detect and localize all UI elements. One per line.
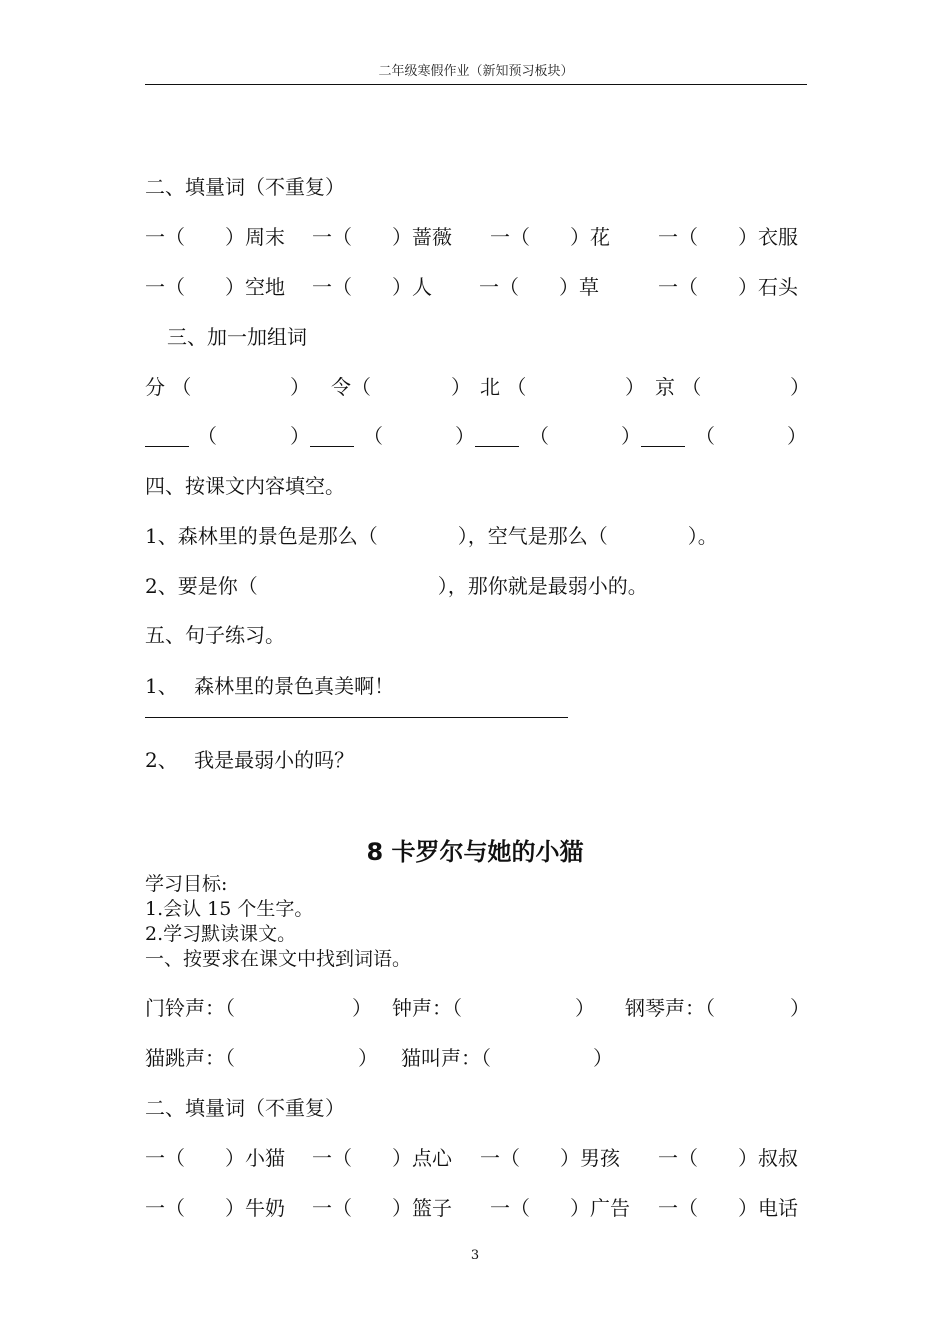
word-building-open: 令（ xyxy=(331,375,371,399)
word-building-open: （ xyxy=(363,424,383,448)
section-heading-sentence-practice: 五、句子练习。 xyxy=(145,623,285,647)
section-heading-measure-words: 二、填量词（不重复） xyxy=(145,175,345,199)
measure-word-item: 一（ ）点心 xyxy=(312,1146,452,1170)
sound-word-label: 猫跳声：（ xyxy=(145,1046,235,1070)
measure-word-row-2 xyxy=(145,275,810,299)
measure-word-item: 一（ ）男孩 xyxy=(480,1146,620,1170)
sentence-question-1: 1、 森林里的景色真美啊！ xyxy=(145,674,395,698)
measure-word-item: 一（ ）人 xyxy=(312,275,432,299)
lesson-title: 8 卡罗尔与她的小猫 xyxy=(366,838,584,866)
sound-word-close: ） xyxy=(352,996,372,1020)
answer-blank[interactable] xyxy=(310,424,354,447)
measure-word-item: 一（ ）电话 xyxy=(658,1196,798,1220)
measure-word-item: 一（ ）牛奶 xyxy=(145,1196,285,1220)
section-heading-fill-in: 四、按课文内容填空。 xyxy=(145,474,345,498)
sound-word-label: 钟声：（ xyxy=(392,996,462,1020)
sound-word-label: 猫叫声：（ xyxy=(401,1046,491,1070)
measure-word-item: 一（ ）篮子 xyxy=(312,1196,452,1220)
sound-word-close: ） xyxy=(790,996,810,1020)
answer-blank[interactable] xyxy=(641,424,685,447)
word-building-open: （ xyxy=(695,424,715,448)
learning-goal-1: 1.会认 15 个生字。 xyxy=(145,898,314,920)
measure-word-item: 一（ ）叔叔 xyxy=(658,1146,798,1170)
word-building-close: ） xyxy=(290,375,310,399)
word-building-close: ） xyxy=(455,424,475,448)
page-header: 二年级寒假作业（新知预习板块） xyxy=(145,62,807,85)
answer-line[interactable] xyxy=(145,717,568,718)
word-building-close: ） xyxy=(621,424,641,448)
word-building-close: ） xyxy=(290,424,310,448)
measure-word-item: 一（ ）广告 xyxy=(490,1196,630,1220)
sentence-question-2: 2、 我是最弱小的吗？ xyxy=(145,748,355,772)
word-building-open: 京 （ xyxy=(655,375,702,399)
learning-goals-label: 学习目标: xyxy=(145,873,228,895)
measure-word-item: 一（ ）衣服 xyxy=(658,225,798,249)
word-building-open: （ xyxy=(197,424,217,448)
measure-word-item: 一（ ）空地 xyxy=(145,275,285,299)
word-building-row-2 xyxy=(145,424,810,448)
word-building-close: ） xyxy=(451,375,471,399)
word-building-close: ） xyxy=(625,375,645,399)
task-heading-find-words: 一、按要求在课文中找到词语。 xyxy=(145,948,412,970)
measure-word-item: 一（ ）草 xyxy=(479,275,599,299)
word-building-open: （ xyxy=(529,424,549,448)
measure-word-row-1 xyxy=(145,225,810,249)
measure-word-item: 一（ ）蔷薇 xyxy=(312,225,452,249)
measure-word-item: 一（ ）周末 xyxy=(145,225,285,249)
measure-word-item: 一（ ）花 xyxy=(490,225,610,249)
sound-word-close: ） xyxy=(358,1046,378,1070)
section-heading-word-building: 三、加一加组词 xyxy=(167,325,307,349)
fill-in-question-1: 1、森林里的景色是那么（ ），空气是那么（ ）。 xyxy=(145,524,718,548)
sound-word-label: 门铃声：（ xyxy=(145,996,235,1020)
sound-words-row-2 xyxy=(145,1046,810,1070)
word-building-close: ） xyxy=(790,375,810,399)
sound-words-row-1 xyxy=(145,996,810,1020)
measure-word-item: 一（ ）小猫 xyxy=(145,1146,285,1170)
sound-word-close: ） xyxy=(593,1046,613,1070)
fill-in-question-2: 2、要是你（ ），那你就是最弱小的。 xyxy=(145,574,648,598)
page-number: 3 xyxy=(470,1248,480,1263)
word-building-row-1 xyxy=(145,375,810,399)
word-building-close: ） xyxy=(787,424,807,448)
sound-word-label: 钢琴声：（ xyxy=(625,996,715,1020)
section-heading-measure-words-2: 二、填量词（不重复） xyxy=(145,1096,345,1120)
sound-word-close: ） xyxy=(575,996,595,1020)
word-building-open: 北 （ xyxy=(480,375,527,399)
answer-blank[interactable] xyxy=(145,424,189,447)
word-building-open: 分 （ xyxy=(145,375,192,399)
answer-blank[interactable] xyxy=(475,424,519,447)
measure-word-item: 一（ ）石头 xyxy=(658,275,798,299)
measure-word-row-4 xyxy=(145,1196,810,1220)
measure-word-row-3 xyxy=(145,1146,810,1170)
learning-goal-2: 2.学习默读课文。 xyxy=(145,923,297,945)
